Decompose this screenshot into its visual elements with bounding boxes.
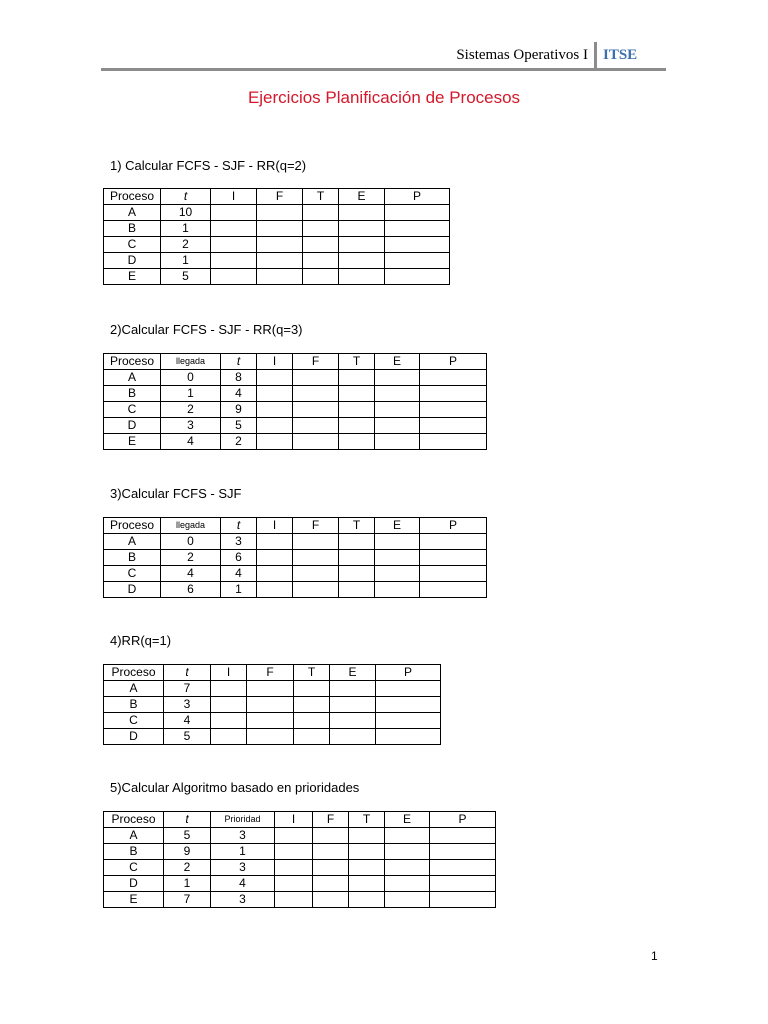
table-cell: D (104, 876, 164, 892)
table-cell (339, 434, 375, 450)
table-header-row (104, 812, 496, 828)
table-cell: D (104, 729, 164, 745)
table-row (104, 860, 496, 876)
table-row (104, 418, 487, 434)
table-cell (257, 402, 293, 418)
table-header-row (104, 518, 487, 534)
table-row (104, 729, 441, 745)
table-cell: 1 (161, 253, 211, 269)
table-cell (294, 713, 330, 729)
table-cell: 2 (161, 237, 211, 253)
table-cell (211, 205, 257, 221)
table-header-row (104, 354, 487, 370)
table-cell (293, 582, 339, 598)
table-cell (303, 237, 339, 253)
exercise-3-heading: 3)Calcular FCFS - SJF (110, 486, 242, 501)
table-cell (339, 253, 385, 269)
table-cell (275, 860, 313, 876)
table-cell (339, 566, 375, 582)
table-cell (376, 697, 441, 713)
table-cell: 3 (161, 418, 221, 434)
column-header: T (339, 518, 375, 534)
column-header: P (385, 189, 450, 205)
table-cell (303, 253, 339, 269)
table-cell (257, 534, 293, 550)
table-cell: A (104, 205, 161, 221)
table-cell (430, 860, 496, 876)
table-cell (294, 697, 330, 713)
column-header: llegada (161, 518, 221, 534)
column-header: F (293, 518, 339, 534)
exercise-4-heading: 4)RR(q=1) (110, 633, 172, 648)
table-cell (420, 550, 487, 566)
table-cell: 4 (211, 876, 275, 892)
column-header: T (303, 189, 339, 205)
table-cell: E (104, 892, 164, 908)
table-cell: 6 (161, 582, 221, 598)
table-cell (257, 434, 293, 450)
table-cell: C (104, 402, 161, 418)
column-header: Proceso (104, 812, 164, 828)
exercise-2-heading: 2)Calcular FCFS - SJF - RR(q=3) (110, 322, 303, 337)
table-cell: 0 (161, 370, 221, 386)
table-cell: C (104, 237, 161, 253)
table-cell: 5 (164, 828, 211, 844)
table-cell: D (104, 582, 161, 598)
table-cell (257, 253, 303, 269)
table-cell (257, 582, 293, 598)
column-header: P (430, 812, 496, 828)
column-header: I (257, 354, 293, 370)
table-cell: 2 (164, 860, 211, 876)
table-header-row (104, 665, 441, 681)
column-header: I (211, 665, 247, 681)
table-cell (293, 550, 339, 566)
column-header: P (376, 665, 441, 681)
table-row (104, 221, 450, 237)
exercise-5-heading: 5)Calcular Algoritmo basado en prioridades (110, 780, 360, 795)
table-cell (385, 205, 450, 221)
column-header: Proceso (104, 518, 161, 534)
table-cell (385, 253, 450, 269)
table-cell (349, 828, 385, 844)
table-cell: D (104, 253, 161, 269)
exercise-1-heading: 1) Calcular FCFS - SJF - RR(q=2) (110, 158, 307, 173)
table-cell (385, 237, 450, 253)
table-cell: E (104, 434, 161, 450)
table-cell (257, 566, 293, 582)
column-header: P (420, 354, 487, 370)
table-cell (275, 876, 313, 892)
table-cell (376, 729, 441, 745)
column-header: Prioridad (211, 812, 275, 828)
table-cell: E (104, 269, 161, 285)
column-header: Proceso (104, 354, 161, 370)
column-header: I (275, 812, 313, 828)
table-cell: 4 (161, 566, 221, 582)
table-cell: 1 (161, 221, 211, 237)
table-cell (211, 713, 247, 729)
table-row (104, 892, 496, 908)
column-header: F (257, 189, 303, 205)
column-header: E (385, 812, 430, 828)
table-cell (375, 386, 420, 402)
table-cell (293, 386, 339, 402)
table-cell (375, 370, 420, 386)
column-header: t (164, 812, 211, 828)
column-header: I (211, 189, 257, 205)
table-row (104, 370, 487, 386)
table-cell: A (104, 534, 161, 550)
table-cell (339, 237, 385, 253)
column-header: E (339, 189, 385, 205)
table-cell (257, 550, 293, 566)
table-cell (420, 402, 487, 418)
table-cell: 5 (164, 729, 211, 745)
column-header: F (313, 812, 349, 828)
exercise-5-table (103, 811, 496, 908)
column-header: Proceso (104, 189, 161, 205)
table-row (104, 237, 450, 253)
table-cell (349, 860, 385, 876)
table-cell (430, 892, 496, 908)
table-cell (339, 582, 375, 598)
table-cell: 4 (161, 434, 221, 450)
table-row (104, 434, 487, 450)
table-cell: 3 (211, 892, 275, 908)
table-cell: 2 (161, 402, 221, 418)
table-cell (339, 221, 385, 237)
table-cell: 4 (221, 386, 257, 402)
exercise-3-table (103, 517, 487, 598)
table-cell: 3 (164, 697, 211, 713)
column-header: P (420, 518, 487, 534)
table-cell: 3 (211, 828, 275, 844)
table-cell (247, 713, 294, 729)
exercise-4-table (103, 664, 441, 745)
table-cell (257, 237, 303, 253)
table-cell (247, 697, 294, 713)
column-header: llegada (161, 354, 221, 370)
table-cell (313, 828, 349, 844)
table-cell (211, 237, 257, 253)
table-cell (257, 205, 303, 221)
table-cell (385, 844, 430, 860)
exercise-1-table (103, 188, 450, 285)
table-cell (313, 892, 349, 908)
table-cell: 5 (161, 269, 211, 285)
table-cell (420, 582, 487, 598)
table-cell: 7 (164, 681, 211, 697)
table-cell: 4 (164, 713, 211, 729)
table-cell (375, 402, 420, 418)
table-row (104, 534, 487, 550)
table-cell (376, 681, 441, 697)
table-cell (211, 253, 257, 269)
table-cell (430, 844, 496, 860)
header-separator (594, 42, 597, 70)
table-cell (275, 892, 313, 908)
column-header: T (294, 665, 330, 681)
table-cell: B (104, 386, 161, 402)
table-cell (375, 582, 420, 598)
table-cell: 7 (164, 892, 211, 908)
institution-name: ITSE (603, 47, 638, 63)
document-title: Ejercicios Planificación de Procesos (247, 88, 521, 107)
table-cell (313, 876, 349, 892)
column-header: t (221, 518, 257, 534)
table-row (104, 550, 487, 566)
table-cell (293, 534, 339, 550)
table-cell: D (104, 418, 161, 434)
table-cell (303, 205, 339, 221)
table-cell (375, 566, 420, 582)
table-cell (293, 370, 339, 386)
table-cell: 4 (221, 566, 257, 582)
table-cell (376, 713, 441, 729)
table-cell: 0 (161, 534, 221, 550)
table-cell (330, 697, 376, 713)
table-cell (375, 550, 420, 566)
table-cell: 5 (221, 418, 257, 434)
table-cell (420, 418, 487, 434)
table-row (104, 681, 441, 697)
table-cell (339, 269, 385, 285)
table-cell (385, 860, 430, 876)
table-cell (211, 221, 257, 237)
column-header: t (221, 354, 257, 370)
table-cell (385, 221, 450, 237)
table-cell (339, 205, 385, 221)
table-cell (293, 418, 339, 434)
table-cell (375, 434, 420, 450)
table-cell: C (104, 860, 164, 876)
table-cell: 2 (161, 550, 221, 566)
table-cell (339, 370, 375, 386)
exercise-2-table (103, 353, 487, 450)
table-cell (313, 844, 349, 860)
table-row (104, 828, 496, 844)
table-cell (430, 828, 496, 844)
table-cell: B (104, 697, 164, 713)
table-cell (349, 876, 385, 892)
table-cell (349, 844, 385, 860)
table-cell: 9 (221, 402, 257, 418)
column-header: F (247, 665, 294, 681)
course-name: Sistemas Operativos I (456, 47, 588, 63)
table-cell: B (104, 844, 164, 860)
table-cell (375, 418, 420, 434)
table-cell (303, 269, 339, 285)
table-cell (420, 534, 487, 550)
table-cell: 10 (161, 205, 211, 221)
column-header: T (339, 354, 375, 370)
table-cell (385, 828, 430, 844)
table-cell (257, 269, 303, 285)
table-row (104, 876, 496, 892)
table-cell (330, 729, 376, 745)
table-cell (247, 729, 294, 745)
table-cell: 1 (221, 582, 257, 598)
table-cell: 3 (221, 534, 257, 550)
table-cell (275, 844, 313, 860)
table-row (104, 582, 487, 598)
column-header: T (349, 812, 385, 828)
table-cell (211, 269, 257, 285)
table-cell (257, 370, 293, 386)
table-cell (257, 418, 293, 434)
table-cell (303, 221, 339, 237)
table-cell (385, 892, 430, 908)
column-header: I (257, 518, 293, 534)
table-cell (294, 681, 330, 697)
table-cell: 2 (221, 434, 257, 450)
table-cell (349, 892, 385, 908)
table-cell (330, 681, 376, 697)
table-row (104, 566, 487, 582)
column-header: E (375, 518, 420, 534)
table-cell (339, 418, 375, 434)
table-cell (257, 221, 303, 237)
table-cell (430, 876, 496, 892)
header-rule (101, 68, 666, 71)
table-cell: A (104, 828, 164, 844)
table-row (104, 697, 441, 713)
table-cell (420, 386, 487, 402)
table-cell (211, 697, 247, 713)
table-cell (420, 434, 487, 450)
table-cell (385, 269, 450, 285)
column-header: E (330, 665, 376, 681)
table-cell: A (104, 370, 161, 386)
table-cell (339, 534, 375, 550)
table-cell: C (104, 713, 164, 729)
table-cell (420, 566, 487, 582)
column-header: E (375, 354, 420, 370)
table-cell (293, 402, 339, 418)
table-cell (339, 402, 375, 418)
table-row (104, 269, 450, 285)
table-header-row (104, 189, 450, 205)
table-cell (330, 713, 376, 729)
table-row (104, 386, 487, 402)
table-cell (293, 566, 339, 582)
table-row (104, 253, 450, 269)
table-cell (211, 681, 247, 697)
table-cell (257, 386, 293, 402)
table-cell: C (104, 566, 161, 582)
table-cell (293, 434, 339, 450)
column-header: t (164, 665, 211, 681)
table-cell (339, 550, 375, 566)
table-cell: 3 (211, 860, 275, 876)
table-cell: 9 (164, 844, 211, 860)
table-cell: 1 (161, 386, 221, 402)
page-number: 1 (651, 949, 658, 963)
column-header: Proceso (104, 665, 164, 681)
table-cell: 1 (164, 876, 211, 892)
table-row (104, 713, 441, 729)
table-cell (275, 828, 313, 844)
table-cell (313, 860, 349, 876)
table-cell (420, 370, 487, 386)
table-cell (385, 876, 430, 892)
table-cell (294, 729, 330, 745)
table-row (104, 402, 487, 418)
column-header: t (161, 189, 211, 205)
table-row (104, 205, 450, 221)
table-cell: 6 (221, 550, 257, 566)
table-cell (211, 729, 247, 745)
table-cell: 8 (221, 370, 257, 386)
table-row (104, 844, 496, 860)
table-cell (375, 534, 420, 550)
table-cell: 1 (211, 844, 275, 860)
table-cell (247, 681, 294, 697)
table-cell (339, 386, 375, 402)
table-cell: B (104, 550, 161, 566)
table-cell: B (104, 221, 161, 237)
table-cell: A (104, 681, 164, 697)
column-header: F (293, 354, 339, 370)
